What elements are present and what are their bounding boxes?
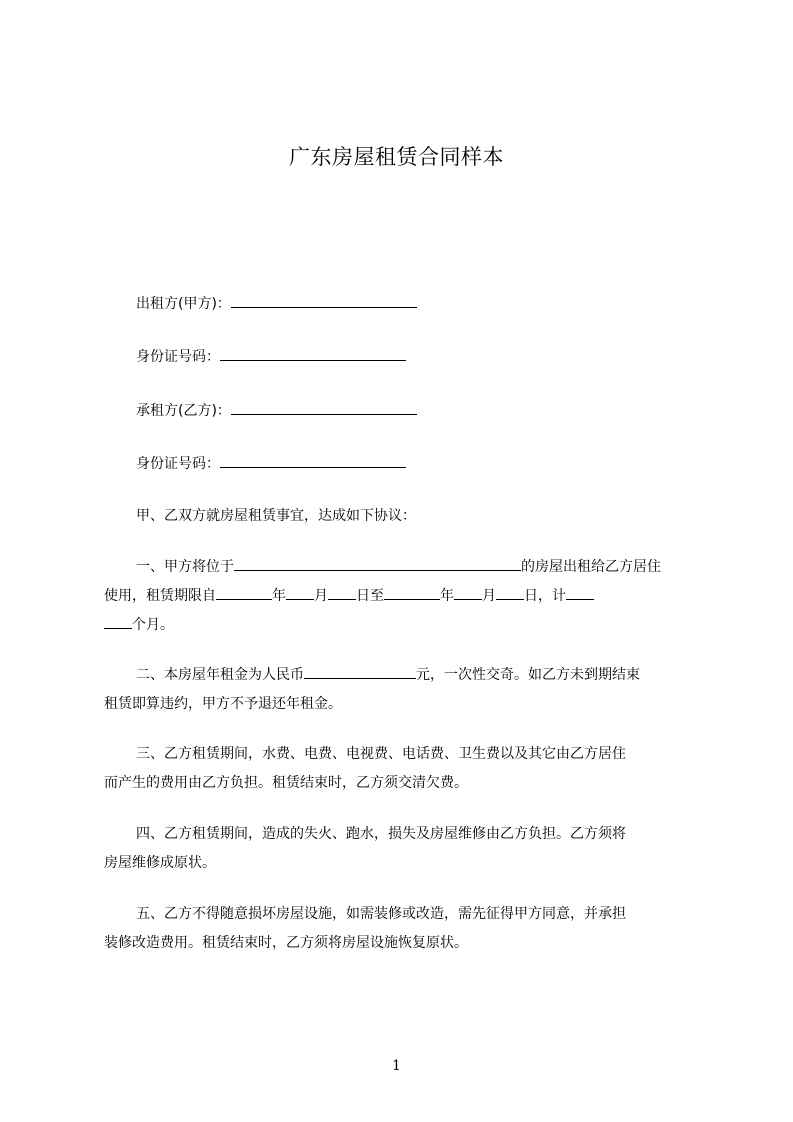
clause-1-part3: 使用，租赁期限自	[104, 588, 216, 604]
clause-2-part2: 元，一次性交奇。如乙方未到期结束	[416, 667, 640, 683]
lessor-blank	[231, 292, 417, 308]
clause-2-line2: 租赁即算违约，甲方不予退还年租金。	[104, 696, 342, 712]
lessee-id-label: 身份证号码：	[136, 456, 220, 472]
month-count-blank-2	[104, 613, 132, 629]
day-count-text: 日，计	[524, 588, 566, 604]
clause-4-line1: 四、乙方租赁期间，造成的失火、跑水，损失及房屋维修由乙方负担。乙方须将	[136, 826, 626, 842]
clause-4-line2: 房屋维修成原状。	[104, 855, 216, 871]
lessee-label: 承租方(乙方)：	[136, 403, 231, 419]
lessor-id-label: 身份证号码：	[136, 349, 220, 365]
lessor-label: 出租方(甲方)：	[136, 296, 231, 312]
lessor-field	[136, 292, 417, 314]
month-text: 月	[482, 588, 496, 604]
clause-2-part1: 二、本房屋年租金为人民币	[136, 667, 304, 683]
month-count-blank-1	[566, 584, 594, 600]
lessee-id-field	[136, 452, 406, 474]
intro-text: 甲、乙双方就房屋租赁事宜，达成如下协议：	[136, 508, 416, 524]
page-number: 1	[392, 1058, 401, 1074]
start-year-blank	[216, 584, 272, 600]
lessee-blank	[231, 399, 417, 415]
lessor-id-field	[136, 345, 406, 367]
lessor-id-blank	[220, 345, 406, 361]
months-text: 个月。	[132, 617, 174, 633]
end-day-blank	[496, 584, 524, 600]
clause-5	[104, 900, 704, 958]
clause-1-part1: 一、甲方将位于	[136, 559, 234, 575]
start-month-blank	[286, 584, 314, 600]
start-day-blank	[328, 584, 356, 600]
address-blank	[234, 555, 521, 571]
year-text: 年	[272, 588, 286, 604]
clause-5-line2: 装修改造费用。租赁结束时，乙方须将房屋设施恢复原状。	[104, 935, 468, 951]
document-title: 广东房屋租赁合同样本	[289, 145, 504, 169]
clause-3	[104, 740, 704, 798]
clause-1	[104, 553, 704, 640]
lessee-field	[136, 399, 417, 421]
year-text: 年	[440, 588, 454, 604]
rent-amount-blank	[304, 663, 416, 679]
day-to-text: 日至	[356, 588, 384, 604]
end-month-blank	[454, 584, 482, 600]
end-year-blank	[384, 584, 440, 600]
clause-3-line1: 三、乙方租赁期间，水费、电费、电视费、电话费、卫生费以及其它由乙方居住	[136, 746, 626, 762]
clause-4	[104, 820, 704, 878]
lessee-id-blank	[220, 452, 406, 468]
month-text: 月	[314, 588, 328, 604]
clause-5-line1: 五、乙方不得随意损坏房屋设施，如需装修或改造，需先征得甲方同意，并承担	[136, 906, 626, 922]
clause-1-part2: 的房屋出租给乙方居住	[521, 559, 661, 575]
clause-2	[104, 661, 704, 719]
clause-3-line2: 而产生的费用由乙方负担。租赁结束时，乙方须交清欠费。	[104, 775, 468, 791]
